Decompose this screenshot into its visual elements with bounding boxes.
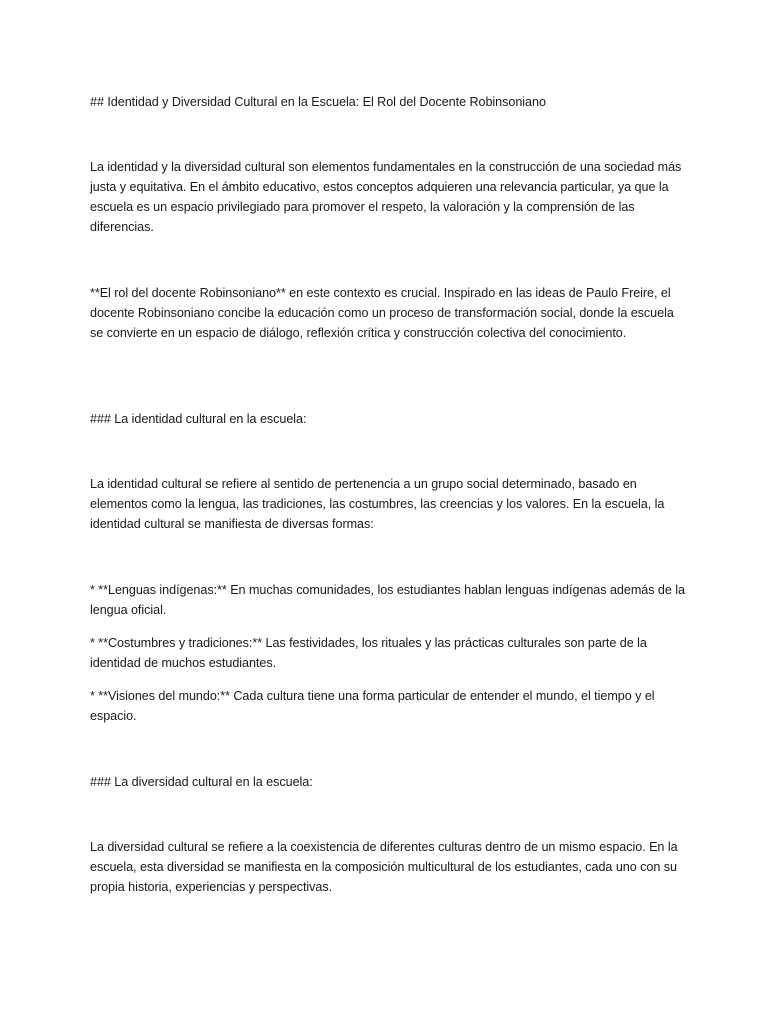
paragraph-identidad: La identidad cultural se refiere al sentido de pertenencia a un grupo social determinado, basado en elementos como la lengua, las tradiciones, las costumbres, las creencias y los valores. En la escuela, la identidad cultural se manifiesta de diversas formas: <box>90 477 665 531</box>
section-heading-diversidad: ### La diversidad cultural en la escuela: <box>90 775 313 789</box>
document-title: ## Identidad y Diversidad Cultural en la Escuela: El Rol del Docente Robinsoniano <box>90 95 546 109</box>
paragraph-intro: La identidad y la diversidad cultural son elementos fundamentales en la construcción de una sociedad más justa y equitativa. En el ámbito educativo, estos conceptos adquieren una relevancia particular, ya que la escuela es un espacio privilegiado para promover el respeto, la valoración y la comprensión de las diferencias. <box>90 160 682 234</box>
list-item: * **Visiones del mundo:** Cada cultura tiene una forma particular de entender el mundo, el tiempo y el espacio. <box>90 689 655 723</box>
list-item: * **Costumbres y tradiciones:** Las festividades, los rituales y las prácticas culturales son parte de la identidad de muchos estudiantes. <box>90 636 647 670</box>
paragraph-diversidad: La diversidad cultural se refiere a la coexistencia de diferentes culturas dentro de un mismo espacio. En la escuela, esta diversidad se manifiesta en la composición multicultural de los estudiantes, cada uno con su propia historia, experiencias y perspectivas. <box>90 840 678 894</box>
paragraph-rol-docente: **El rol del docente Robinsoniano** en este contexto es crucial. Inspirado en las ideas de Paulo Freire, el docente Robinsoniano concibe la educación como un proceso de transformación social, donde la escuela se convierte en un espacio de diálogo, reflexión crítica y construcción colectiva del conocimiento. <box>90 286 674 340</box>
list-item: * **Lenguas indígenas:** En muchas comunidades, los estudiantes hablan lenguas indígenas además de la lengua oficial. <box>90 583 685 617</box>
document-page <box>90 0 690 1024</box>
section-heading-identidad: ### La identidad cultural en la escuela: <box>90 412 307 426</box>
